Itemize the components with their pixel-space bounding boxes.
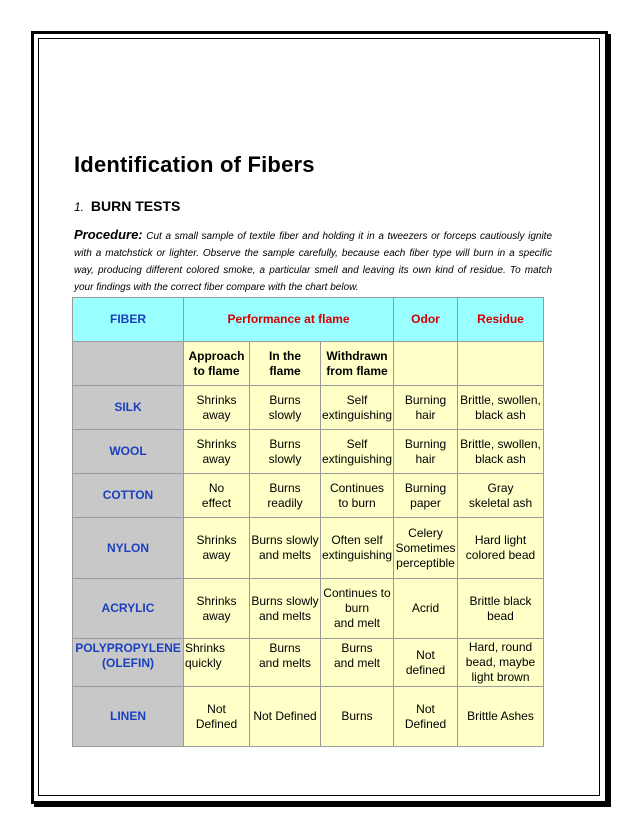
approach-cell-line: quickly — [185, 656, 222, 670]
in-flame-cell — [250, 386, 321, 430]
withdrawn-cell-line: and melt — [333, 616, 381, 630]
odor-cell — [394, 579, 458, 639]
section-number: 1. — [74, 200, 85, 214]
procedure-paragraph — [74, 226, 552, 296]
table-row — [73, 474, 544, 518]
withdrawn-cell-line: Burns — [341, 709, 373, 723]
in-flame-cell-line: Burns — [269, 392, 301, 407]
table-subheader-row — [73, 342, 544, 386]
residue-cell — [458, 430, 544, 474]
fiber-burn-table — [72, 297, 544, 747]
odor-cell-line: Burning — [404, 480, 447, 495]
in-flame-cell-line: slowly — [268, 407, 302, 422]
withdrawn-cell-line: to burn — [338, 495, 376, 510]
fiber-name-cell — [73, 518, 184, 579]
residue-cell — [458, 386, 544, 430]
in-flame-cell-line: Burns — [269, 436, 301, 451]
approach-cell-line: away — [202, 451, 231, 466]
in-flame-cell — [250, 430, 321, 474]
in-flame-cell-line: Burns slowly — [251, 533, 319, 547]
odor-cell — [394, 474, 458, 518]
odor-cell-line: Celery — [408, 525, 443, 540]
in-flame-cell-line: Burns — [269, 480, 301, 495]
withdrawn-cell — [321, 687, 394, 747]
approach-cell-line: Shrinks — [185, 641, 226, 655]
residue-cell-line: light brown — [471, 670, 530, 684]
procedure-label: Procedure: — [74, 227, 143, 242]
residue-cell-line: Hard light — [474, 533, 527, 547]
table-row — [73, 386, 544, 430]
fiber-name-cell-line: SILK — [114, 400, 142, 414]
in-flame-cell — [250, 579, 321, 639]
fiber-name-cell — [73, 687, 184, 747]
withdrawn-cell-line: and melt — [333, 656, 381, 670]
fiber-name-cell — [73, 430, 184, 474]
withdrawn-cell-line: burn — [344, 601, 370, 615]
table-row — [73, 687, 544, 747]
table-header-row — [73, 298, 544, 342]
odor-cell-line: Burning — [404, 436, 447, 451]
subheader-odor-blank — [394, 342, 458, 386]
odor-cell-line: hair — [415, 451, 436, 466]
fiber-name-cell-line: WOOL — [109, 444, 147, 458]
odor-cell-line: Acrid — [411, 601, 440, 615]
withdrawn-cell-line: Continues to — [323, 586, 391, 600]
odor-cell-line: paper — [410, 495, 441, 510]
approach-cell — [184, 386, 250, 430]
section-heading — [74, 198, 180, 214]
withdrawn-cell-line: Burns — [341, 641, 373, 655]
header-residue: Residue — [458, 298, 544, 342]
residue-cell-line: Brittle black — [469, 593, 532, 608]
residue-cell-line: Brittle, swollen, — [460, 436, 541, 451]
approach-cell — [184, 579, 250, 639]
approach-cell — [184, 474, 250, 518]
odor-cell — [394, 386, 458, 430]
fiber-name-cell-line: POLYPROPYLENE — [75, 641, 181, 655]
residue-cell — [458, 639, 544, 687]
withdrawn-cell — [321, 518, 394, 579]
in-flame-cell — [250, 474, 321, 518]
fiber-name-cell — [73, 474, 184, 518]
approach-cell — [184, 518, 250, 579]
fiber-name-cell-line: ACRYLIC — [101, 601, 155, 615]
fiber-name-cell — [73, 386, 184, 430]
approach-cell-line: Not Defined — [195, 701, 238, 731]
odor-cell — [394, 518, 458, 579]
in-flame-cell-line: and melts — [258, 548, 312, 562]
withdrawn-cell-line: extinguishing — [322, 407, 393, 422]
approach-cell — [184, 639, 250, 687]
withdrawn-cell-line: Self — [346, 392, 368, 407]
approach-cell-line: Shrinks — [196, 593, 237, 608]
residue-cell-line: bead — [487, 608, 514, 623]
approach-cell-line: Shrinks — [196, 436, 237, 451]
residue-cell-line: Hard, round — [468, 640, 533, 654]
residue-cell-line: skeletal ash — [468, 495, 533, 510]
odor-cell — [394, 639, 458, 687]
residue-cell-line: Gray — [487, 480, 514, 495]
residue-cell-line: black ash — [475, 407, 526, 422]
approach-cell-line: No — [208, 480, 225, 495]
approach-cell-line: away — [202, 407, 231, 422]
subheader-withdrawn: Withdrawn from flame — [321, 342, 394, 386]
fiber-name-cell-line: (OLEFIN) — [102, 656, 154, 670]
subheader-in-flame: In the flame — [250, 342, 321, 386]
withdrawn-cell-line: Continues — [329, 480, 385, 495]
fiber-name-cell-line: NYLON — [107, 540, 149, 555]
withdrawn-cell — [321, 639, 394, 687]
table-row — [73, 639, 544, 687]
fiber-name-cell — [73, 579, 184, 639]
withdrawn-cell-line: extinguishing — [322, 451, 393, 466]
withdrawn-cell-line: extinguishing — [322, 548, 393, 562]
approach-cell-line: away — [202, 548, 231, 562]
approach-cell-line: away — [202, 608, 231, 623]
section-label: BURN TESTS — [90, 198, 181, 214]
in-flame-cell-line: Burns — [269, 641, 301, 655]
withdrawn-cell — [321, 430, 394, 474]
odor-cell-line: Sometimes — [395, 540, 456, 555]
subheader-approach: Approach to flame — [184, 342, 250, 386]
procedure-text: Cut a small sample of textile fiber and holding it in a tweezers or forceps cautiously ignite with a matchstick or lighter. Observe the sample carefully, because each fiber type will burn in a specific way, producing different colored smoke, a particular smell and leaving its own kind of residue. To match your findings with the correct fiber compare with the chart below. — [74, 231, 553, 293]
approach-cell — [184, 430, 250, 474]
odor-cell-line: hair — [415, 407, 436, 422]
withdrawn-cell-line: Self — [346, 436, 368, 451]
fiber-name-cell-line: LINEN — [110, 709, 146, 723]
in-flame-cell — [250, 687, 321, 747]
header-odor: Odor — [394, 298, 458, 342]
approach-cell — [184, 687, 250, 747]
withdrawn-cell — [321, 579, 394, 639]
in-flame-cell-line: and melts — [258, 608, 312, 623]
residue-cell-line: black ash — [475, 451, 526, 466]
subheader-blank — [73, 342, 184, 386]
table-row — [73, 518, 544, 579]
withdrawn-cell — [321, 474, 394, 518]
in-flame-cell-line: Burns slowly — [251, 593, 319, 608]
approach-cell-line: effect — [201, 495, 232, 510]
header-fiber: FIBER — [73, 298, 184, 342]
in-flame-cell-line: Not Defined — [253, 709, 317, 723]
residue-cell — [458, 518, 544, 579]
residue-cell — [458, 474, 544, 518]
residue-cell-line: Brittle Ashes — [467, 709, 534, 723]
in-flame-cell-line: and melts — [258, 656, 312, 670]
table-row — [73, 579, 544, 639]
in-flame-cell-line: slowly — [268, 451, 302, 466]
fiber-name-cell-line: COTTON — [102, 488, 154, 502]
approach-cell-line: Shrinks — [196, 533, 237, 547]
residue-cell — [458, 687, 544, 747]
withdrawn-cell — [321, 386, 394, 430]
table-row — [73, 430, 544, 474]
fiber-name-cell — [73, 639, 184, 687]
in-flame-cell — [250, 639, 321, 687]
header-performance: Performance at flame — [184, 298, 394, 342]
withdrawn-cell-line: Often self — [331, 533, 383, 547]
odor-cell-line: Burning — [404, 392, 447, 407]
odor-cell-line: perceptible — [396, 555, 455, 570]
odor-cell — [394, 430, 458, 474]
subheader-residue-blank — [458, 342, 544, 386]
residue-cell-line: colored bead — [465, 548, 536, 562]
in-flame-cell — [250, 518, 321, 579]
odor-cell-line: Not Defined — [404, 701, 447, 731]
residue-cell — [458, 579, 544, 639]
page-title: Identification of Fibers — [74, 152, 315, 177]
odor-cell — [394, 687, 458, 747]
residue-cell-line: Brittle, swollen, — [460, 392, 541, 407]
odor-cell-line: Not defined — [405, 647, 446, 677]
residue-cell-line: bead, maybe — [465, 655, 536, 669]
approach-cell-line: Shrinks — [196, 392, 237, 407]
in-flame-cell-line: readily — [267, 495, 303, 510]
